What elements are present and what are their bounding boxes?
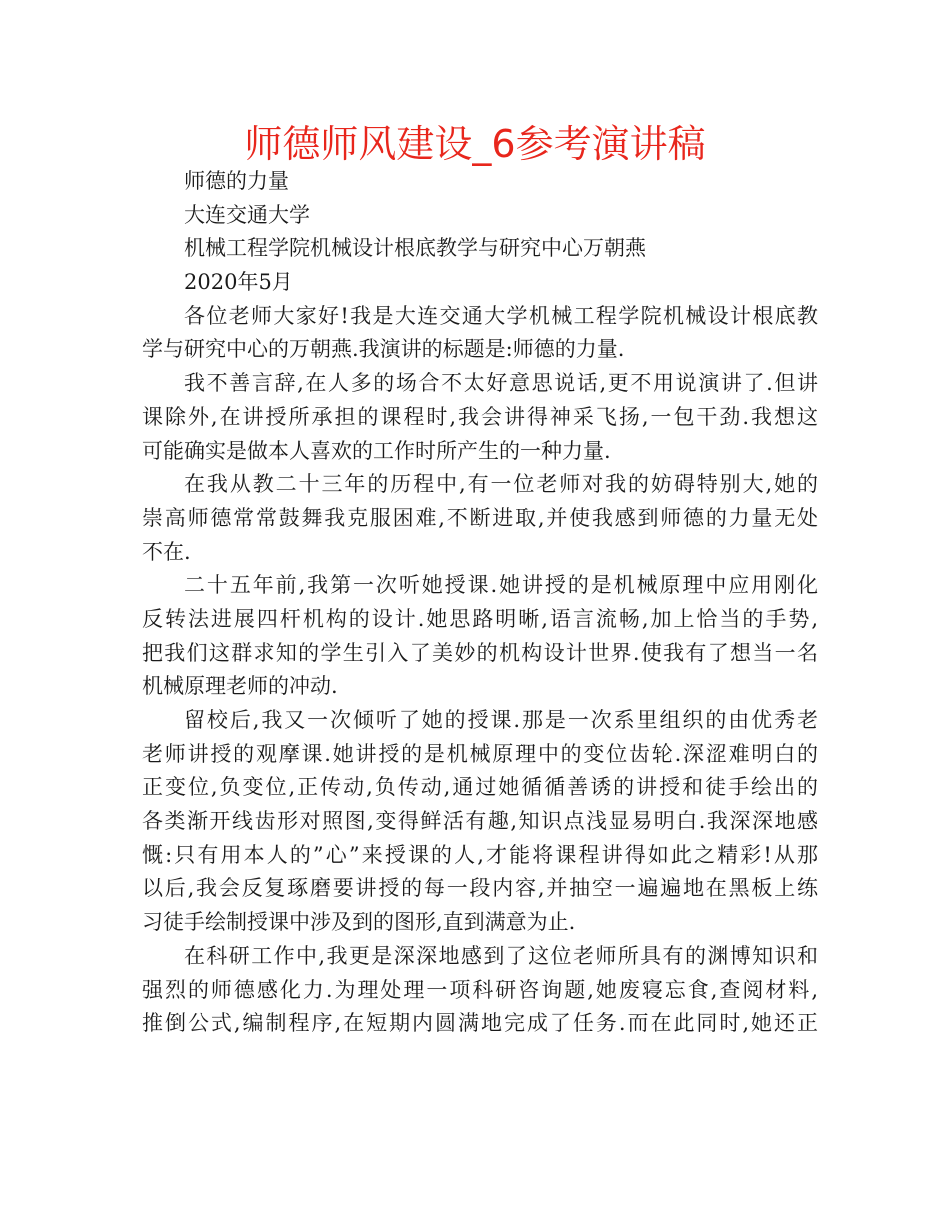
paragraph-line: 留校后,我又一次倾听了她的授课.那是一次系里组织的由优秀老: [184, 708, 818, 732]
paragraph-line: 把我们这群求知的学生引入了美妙的机构设计世界.使我有了想当一名: [142, 640, 818, 665]
paragraph-line: 学与研究中心的万朝燕.我演讲的标题是:师德的力量.: [142, 337, 625, 362]
paragraph-line: 我不善言辞,在人多的场合不太好意思说话,更不用说演讲了.但讲: [184, 371, 818, 396]
header-line-author: 机械工程学院机械设计根底教学与研究中心万朝燕: [184, 236, 646, 261]
paragraph-line: 在科研工作中,我更是深深地感到了这位老师所具有的渊博知识和: [184, 943, 818, 968]
paragraph-line: 二十五年前,我第一次听她授课.她讲授的是机械原理中应用刚化: [184, 573, 818, 598]
paragraph-line: 机械原理老师的冲动.: [142, 674, 338, 699]
header-line-speech-title: 师德的力量: [184, 169, 289, 193]
header-line-university: 大连交通大学: [184, 202, 310, 227]
document-title: 师德师风建设_6参考演讲稿: [244, 122, 706, 166]
paragraph-line: 课除外,在讲授所承担的课程时,我会讲得神采飞扬,一包干劲.我想这: [142, 404, 818, 429]
paragraph-line: 推倒公式,编制程序,在短期内圆满地完成了任务.而在此同时,她还正: [142, 1011, 818, 1036]
paragraph-line: 崇高师德常常鼓舞我克服困难,不断进取,并使我感到师德的力量无处: [142, 505, 818, 530]
paragraph-line: 老师讲授的观摩课.她讲授的是机械原理中的变位齿轮.深涩难明白的: [142, 741, 818, 766]
paragraph-line: 习徒手绘制授课中涉及到的图形,直到满意为止.: [142, 910, 576, 935]
paragraph-4: [142, 569, 818, 704]
paragraph-line: 以后,我会反复琢磨要讲授的每一段内容,并抽空一遍遍地在黑板上练: [142, 876, 818, 901]
paragraph-line: 慨:只有用本人的”心”来授课的人,才能将课程讲得如此之精彩!从那: [142, 842, 818, 867]
paragraph-line: 各位老师大家好!我是大连交通大学机械工程学院机械设计根底教: [184, 303, 818, 328]
paragraph-1: [142, 300, 818, 367]
document-body: [142, 165, 818, 1041]
paragraph-line: 强烈的师德感化力.为理处理一项科研咨询题,她废寝忘食,查阅材料,: [142, 977, 818, 1002]
paragraph-line: 在我从教二十三年的历程中,有一位老师对我的妨碍特别大,她的: [184, 472, 818, 497]
header-line-date: 2020年5月: [184, 270, 293, 295]
paragraph-2: [142, 367, 818, 468]
paragraph-line: 不在.: [142, 539, 191, 564]
paragraph-3: [142, 468, 818, 569]
paragraph-line: 可能确实是做本人喜欢的工作时所产生的一种力量.: [142, 438, 611, 463]
paragraph-line: 各类渐开线齿形对照图,变得鲜活有趣,知识点浅显易明白.我深深地感: [142, 809, 818, 834]
paragraph-5: [142, 704, 818, 940]
paragraph-line: 反转法进展四杆机构的设计.她思路明晰,语言流畅,加上恰当的手势,: [142, 606, 818, 631]
paragraph-line: 正变位,负变位,正传动,负传动,通过她循循善诱的讲授和徒手绘出的: [142, 775, 818, 800]
paragraph-6: [142, 940, 818, 1041]
